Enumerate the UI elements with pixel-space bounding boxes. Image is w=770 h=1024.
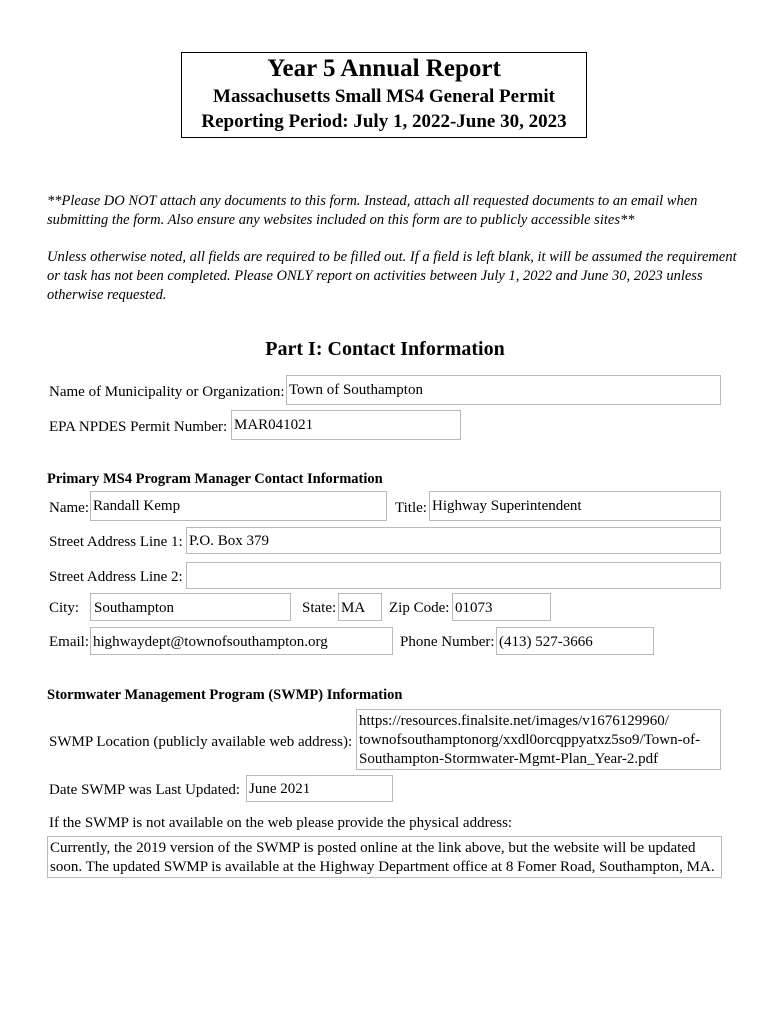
municipality-field[interactable]: Town of Southampton <box>286 375 721 405</box>
program-manager-heading: Primary MS4 Program Manager Contact Information <box>47 471 383 487</box>
municipality-label: Name of Municipality or Organization: <box>49 384 285 400</box>
swmp-heading: Stormwater Management Program (SWMP) Information <box>47 687 403 703</box>
manager-title-label: Title: <box>395 500 427 516</box>
requirements-note: Unless otherwise noted, all fields are required to be filled out. If a field is left blank, it will be assumed the requirement or task has not been completed. Please ONLY report on activities between July 1, 2022 and June 30, 2023 unless otherwise requested. <box>47 249 737 303</box>
street-line-2-field[interactable] <box>186 562 721 589</box>
permit-number-field[interactable]: MAR041021 <box>231 410 461 440</box>
zip-code-label: Zip Code: <box>389 600 450 616</box>
swmp-updated-field[interactable]: June 2021 <box>246 775 393 802</box>
physical-address-label: If the SWMP is not available on the web please provide the physical address: <box>49 815 513 831</box>
swmp-location-field[interactable]: https://resources.finalsite.net/images/v1676129960/ townofsouthamptonorg/xxdl0orcqppyatxz5so9/Town-of- Southampton-Stormwater-Mgmt-Plan_Year-2.pdf <box>356 709 721 770</box>
permit-number-label: EPA NPDES Permit Number: <box>49 419 228 435</box>
email-label: Email: <box>49 634 89 650</box>
report-subtitle-period: Reporting Period: July 1, 2022-June 30, 2023 <box>201 111 567 132</box>
street-line-2-label: Street Address Line 2: <box>49 569 183 585</box>
swmp-updated-label: Date SWMP was Last Updated: <box>49 782 241 798</box>
part-1-heading: Part I: Contact Information <box>265 338 505 360</box>
report-subtitle-permit: Massachusetts Small MS4 General Permit <box>213 86 555 107</box>
zip-code-field[interactable]: 01073 <box>452 593 551 621</box>
city-field[interactable]: Southampton <box>90 593 291 621</box>
report-title-box <box>181 52 587 138</box>
physical-address-field[interactable]: Currently, the 2019 version of the SWMP is posted online at the link above, but the website will be updated soon. The updated SWMP is available at the Highway Department office at 8 Fomer Road, Southampton, MA. <box>47 836 722 878</box>
state-field[interactable]: MA <box>338 593 382 621</box>
manager-title-field[interactable]: Highway Superintendent <box>429 491 721 521</box>
attachment-note: **Please DO NOT attach any documents to this form. Instead, attach all requested documents to an email when submitting the form. Also ensure any websites included on this form are to publicly accessible sites** <box>47 193 698 228</box>
email-field[interactable]: highwaydept@townofsouthampton.org <box>90 627 393 655</box>
street-line-1-field[interactable]: P.O. Box 379 <box>186 527 721 554</box>
manager-name-field[interactable]: Randall Kemp <box>90 491 387 521</box>
phone-field[interactable]: (413) 527-3666 <box>496 627 654 655</box>
manager-name-label: Name: <box>49 500 89 516</box>
state-label: State: <box>302 600 337 616</box>
swmp-location-label: SWMP Location (publicly available web address): <box>49 734 353 750</box>
phone-label: Phone Number: <box>400 634 495 650</box>
city-label: City: <box>49 600 80 616</box>
report-title: Year 5 Annual Report <box>267 55 501 82</box>
street-line-1-label: Street Address Line 1: <box>49 534 183 550</box>
